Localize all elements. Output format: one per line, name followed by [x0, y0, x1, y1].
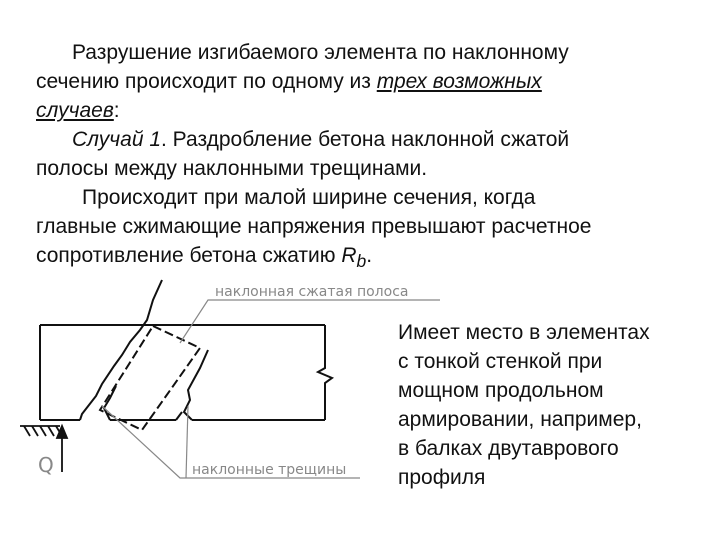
side-note-line: с тонкой стенкой при [398, 350, 603, 373]
resistance-symbol: R [341, 244, 357, 267]
left-crack [80, 280, 162, 420]
side-note-line: в балках двутаврового [398, 437, 619, 460]
support-hatch [40, 426, 46, 436]
paragraph1-emphasis-cont: случаев [36, 99, 114, 122]
paragraph1-line2-text: сечению происходит по одному из [36, 70, 377, 93]
strut-leader-line [180, 300, 440, 343]
paragraph1-line1: Разрушение изгибаемого элемента по наклонному [72, 41, 569, 64]
paragraph2-line3-text: сопротивление бетона сжатию [36, 244, 342, 267]
side-note-line: профиля [398, 466, 486, 489]
case1-text: . Раздробление бетона наклонной сжатой [161, 128, 570, 151]
cracks-leader-line-2 [186, 406, 188, 478]
paragraph2-line1: Происходит при малой ширине сечения, когда [82, 186, 536, 209]
paragraph1-line3-tail: : [113, 99, 120, 122]
paragraph1-emphasis: трех возможных [376, 70, 542, 93]
beam-break-line [318, 325, 332, 420]
paragraph2-end: . [366, 244, 373, 267]
load-arrow-head [57, 426, 67, 438]
support-hatch [48, 426, 54, 436]
case1-line2: полосы между наклонными трещинами. [36, 157, 428, 180]
case1-label: Случай 1 [72, 128, 162, 151]
side-note-line: Имеет место в элементах [398, 321, 650, 344]
right-crack-inner [176, 412, 182, 420]
side-note-line: мощном продольном [398, 379, 604, 402]
resistance-subscript: b [356, 251, 367, 272]
support-hatch [24, 426, 30, 436]
support-hatch [32, 426, 38, 436]
side-note-line: армировании, например, [398, 408, 642, 431]
strut-label: наклонная сжатая полоса [215, 284, 409, 300]
paragraph2-line2: главные сжимающие напряжения превышают расчетное [36, 215, 592, 238]
cracks-label: наклонные трещины [192, 462, 347, 478]
load-label: Q [38, 453, 54, 477]
